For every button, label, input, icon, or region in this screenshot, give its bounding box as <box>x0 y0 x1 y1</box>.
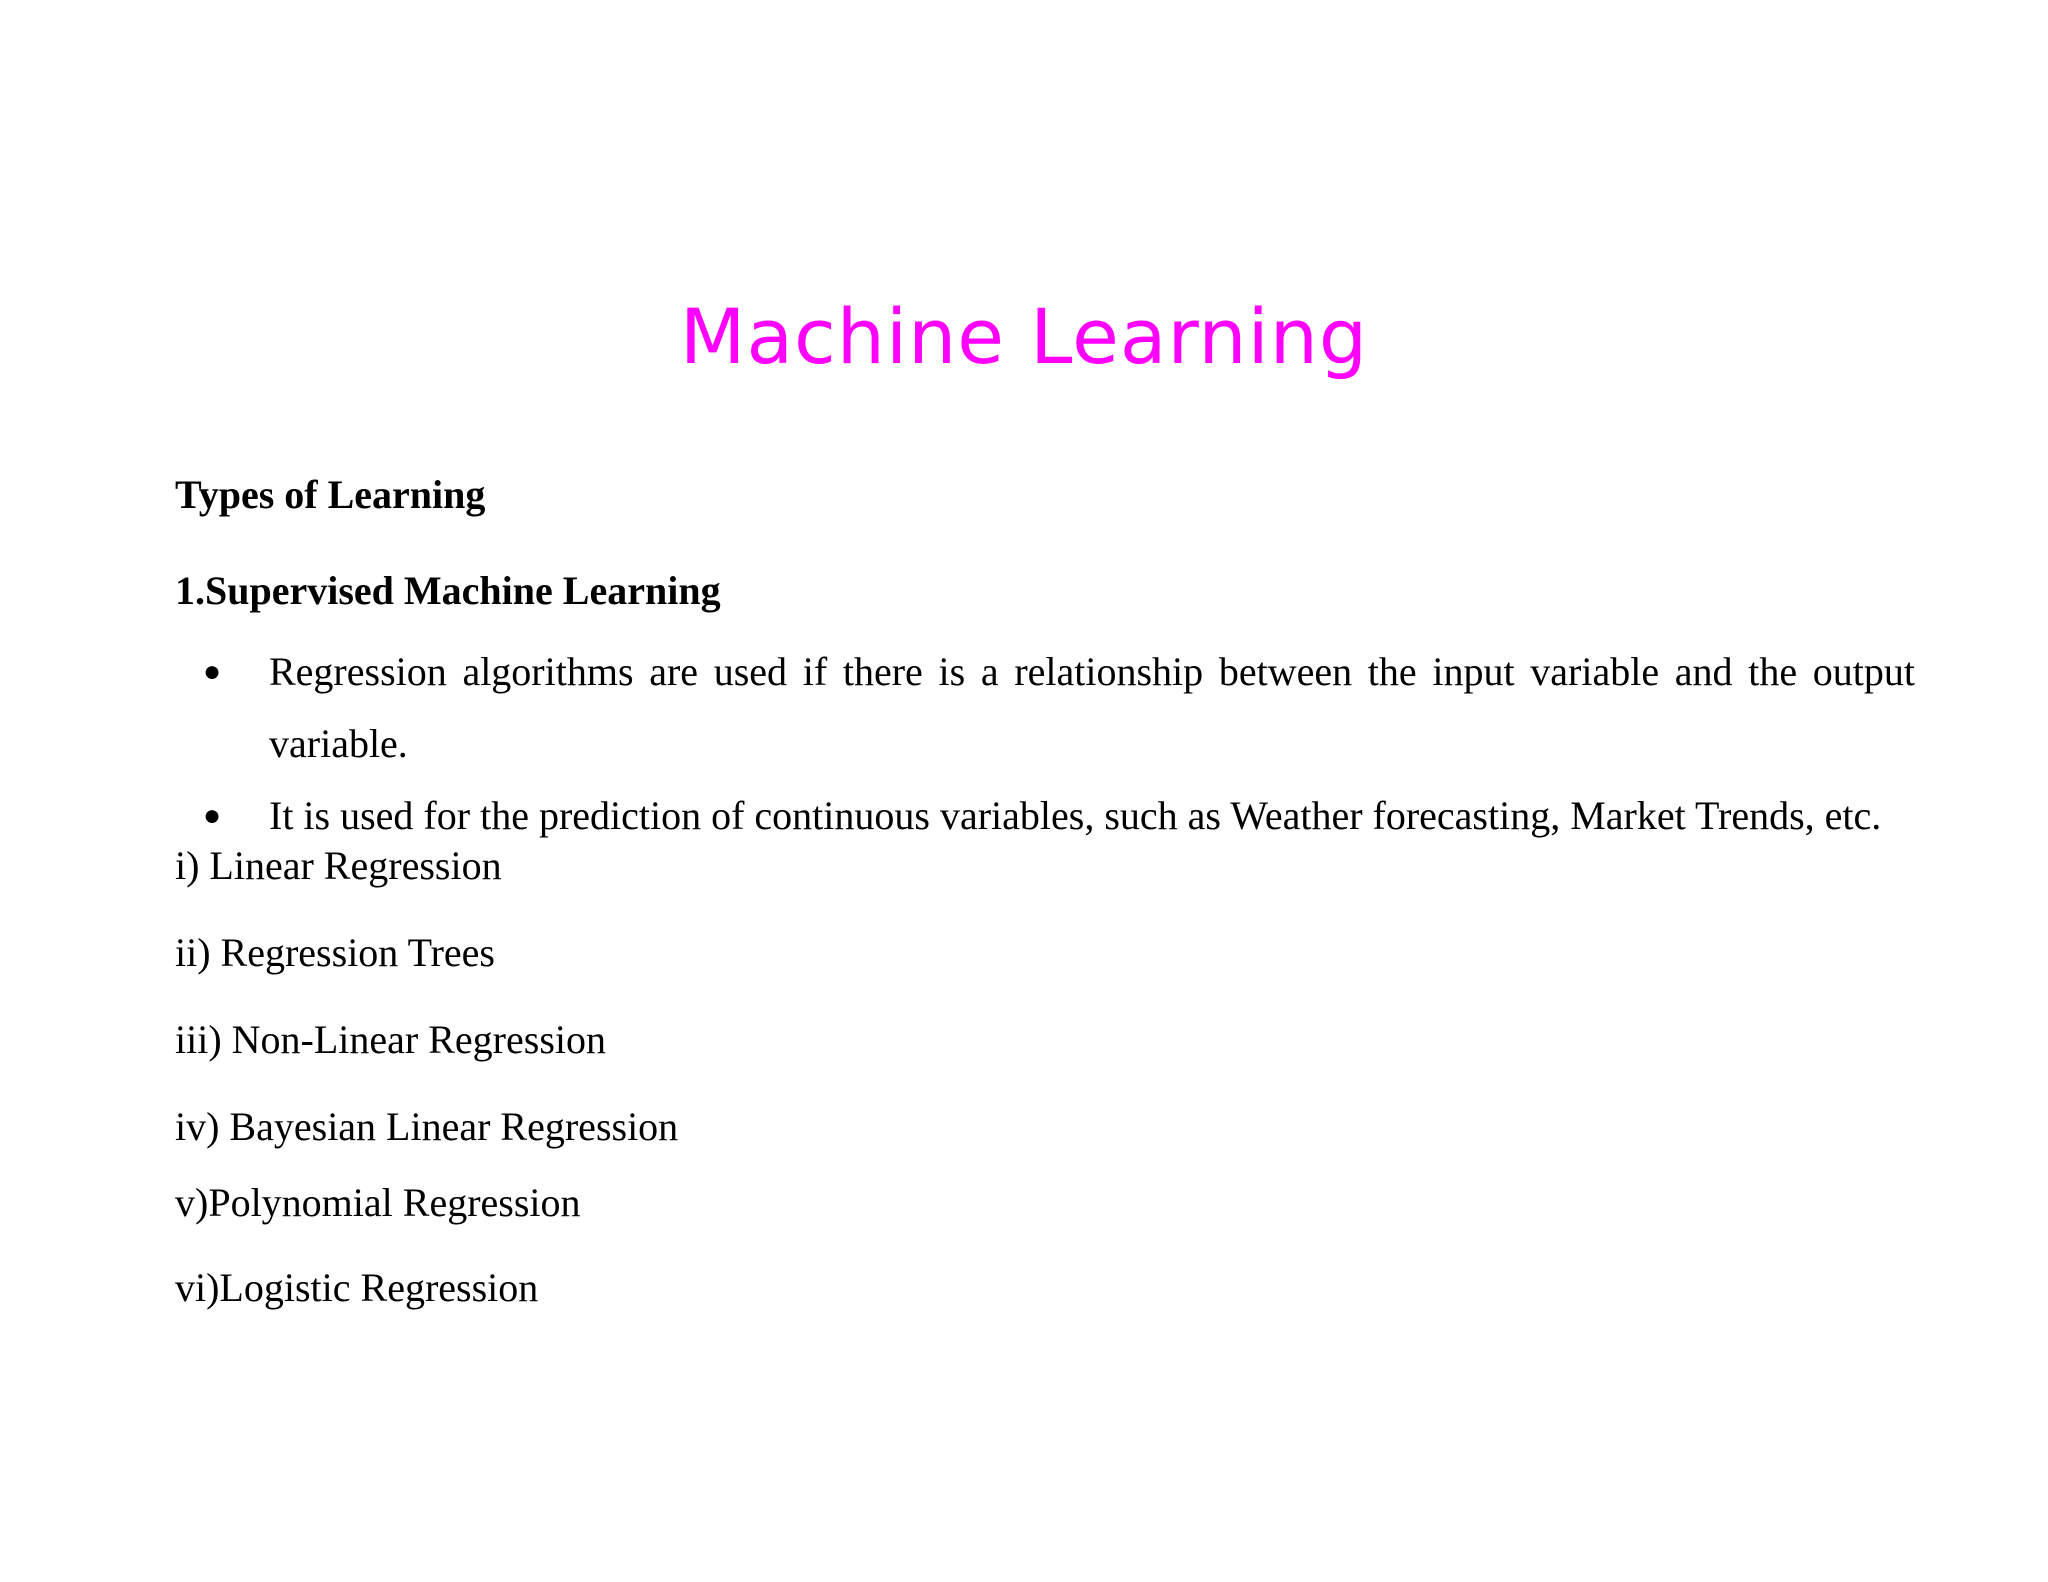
bullet-text: It is used for the prediction of continuous variables, such as Weather forecasting, Market Trends, etc. <box>269 793 1882 838</box>
bullet-icon: ● <box>203 799 222 832</box>
bullet-text: Regression algorithms are used if there is a relationship between the input variable and the output variable. <box>269 649 1915 766</box>
bullet-list <box>175 636 1915 852</box>
sub-heading: 1.Supervised Machine Learning <box>175 568 721 613</box>
algorithm-item: v)Polynomial Regression <box>175 1180 581 1225</box>
algorithm-item: i) Linear Regression <box>175 843 502 888</box>
list-item <box>175 636 1915 780</box>
algorithm-item: iv) Bayesian Linear Regression <box>175 1104 679 1149</box>
algorithm-item: ii) Regression Trees <box>175 930 495 975</box>
algorithm-item: iii) Non-Linear Regression <box>175 1017 606 1062</box>
algorithm-item: vi)Logistic Regression <box>175 1265 539 1310</box>
bullet-icon: ● <box>203 655 222 688</box>
section-heading: Types of Learning <box>175 472 486 517</box>
page-title: Machine Learning <box>679 292 1369 381</box>
